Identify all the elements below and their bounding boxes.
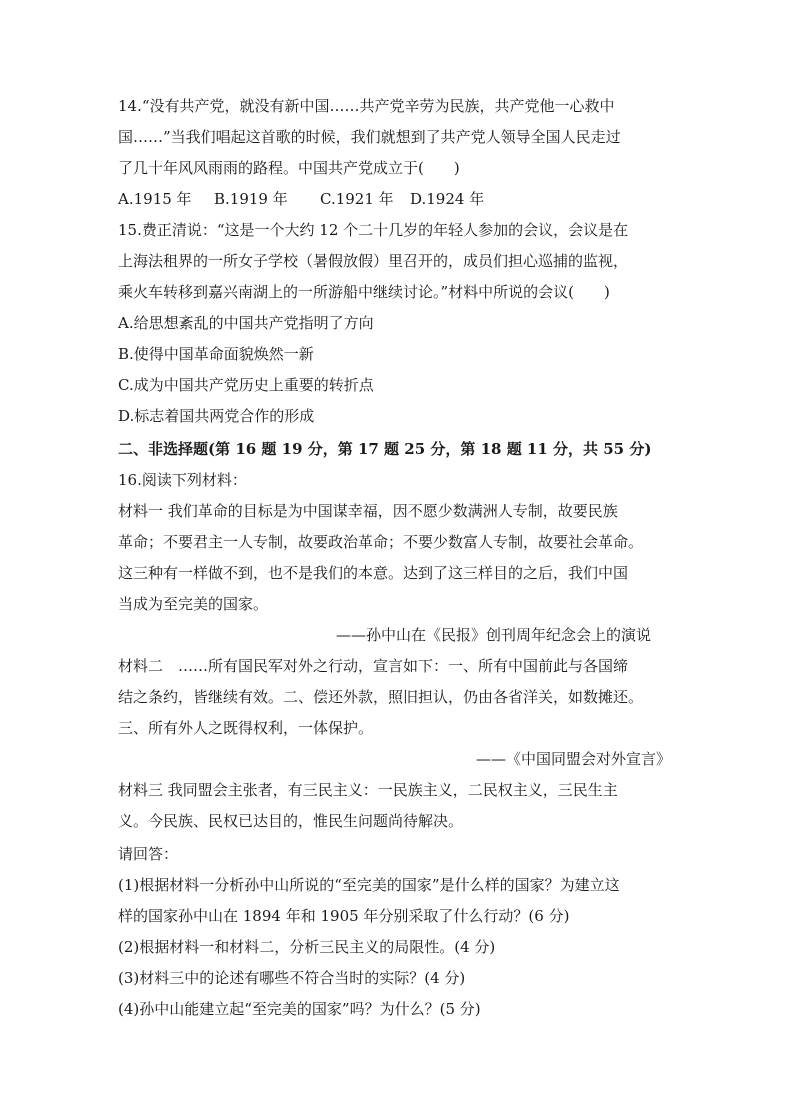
q14-stem-line-3: 了几十年风风雨雨的路程。中国共产党成立于( ) [118, 159, 460, 177]
q16-material-2-line-2: 结之条约，皆继续有效。二、偿还外款，照旧担认，仍由各省洋关，如数摊还。 [118, 688, 644, 706]
q15-option-d: D.标志着国共两党合作的形成 [118, 407, 315, 425]
q16-material-1-source: ——孙中山在《民报》创刊周年纪念会上的演说 [336, 626, 652, 644]
q15-stem-line-1: 15.费正清说：“这是一个大约 12 个二十几岁的年轻人参加的会议，会议是在 [118, 221, 629, 239]
q16-material-2-source: ——《中国同盟会对外宣言》 [476, 750, 672, 768]
q14-stem-line-1: 14.“没有共产党，就没有新中国……共产党辛劳为民族，共产党他一心救中 [118, 97, 615, 115]
q16-answer-prompt: 请回答： [118, 845, 179, 863]
q15-option-b: B.使得中国革命面貌焕然一新 [118, 345, 314, 363]
q16-material-1-line-3: 这三种有一样做不到，也不是我们的本意。达到了这三样目的之后，我们中国 [118, 564, 629, 582]
q16-material-2-line-1: 材料二 ……所有国民军对外之行动，宣言如下：一、所有中国前此与各国缔 [118, 657, 629, 675]
q16-subquestion-3: (3)材料三中的论述有哪些不符合当时的实际？(4 分) [118, 969, 466, 987]
q15-option-c: C.成为中国共产党历史上重要的转折点 [118, 376, 374, 394]
q14-option-b: B.1919 年 [214, 190, 288, 208]
q16-material-1-line-2: 革命；不要君主一人专制，故要政治革命；不要少数富人专制，故要社会革命。 [118, 533, 644, 551]
q16-intro: 16.阅读下列材料： [118, 471, 247, 489]
q16-subquestion-2: (2)根据材料一和材料二，分析三民主义的局限性。(4 分) [118, 938, 496, 956]
q15-stem-line-2: 上海法租界的一所女子学校（暑假放假）里召开的，成员们担心巡捕的监视， [118, 252, 629, 270]
q16-material-1-line-4: 当成为至完美的国家。 [118, 595, 269, 613]
q16-subquestion-4: (4)孙中山能建立起“至完美的国家”吗？为什么？(5 分) [118, 1000, 481, 1018]
q15-option-a: A.给思想紊乱的中国共产党指明了方向 [118, 314, 374, 332]
q16-subquestion-1-line-1: (1)根据材料一分析孙中山所说的“至完美的国家”是什么样的国家？为建立这 [118, 876, 620, 894]
q14-option-d: D.1924 年 [410, 190, 485, 208]
q14-option-a: A.1915 年 [118, 190, 192, 208]
q16-subquestion-1-line-2: 样的国家孙中山在 1894 年和 1905 年分别采取了什么行动？(6 分) [118, 907, 570, 925]
q14-option-c: C.1921 年 [320, 190, 394, 208]
q16-material-3-line-2: 义。今民族、民权已达目的，惟民生问题尚待解决。 [118, 812, 464, 830]
q14-stem-line-2: 国……”当我们唱起这首歌的时候，我们就想到了共产党人领导全国人民走过 [118, 128, 621, 146]
q16-material-1-line-1: 材料一 我们革命的目标是为中国谋幸福，因不愿少数满洲人专制，故要民族 [118, 502, 618, 520]
section-2-heading: 二、非选择题(第 16 题 19 分，第 17 题 25 分，第 18 题 11 分，共 55 分) [118, 440, 652, 458]
q16-material-2-line-3: 三、所有外人之既得权利，一体保护。 [118, 719, 374, 737]
q16-material-3-line-1: 材料三 我同盟会主张者，有三民主义：一民族主义，二民权主义，三民生主 [118, 781, 618, 799]
q15-stem-line-3: 乘火车转移到嘉兴南湖上的一所游船中继续讨论。”材料中所说的会议( ) [118, 283, 610, 301]
